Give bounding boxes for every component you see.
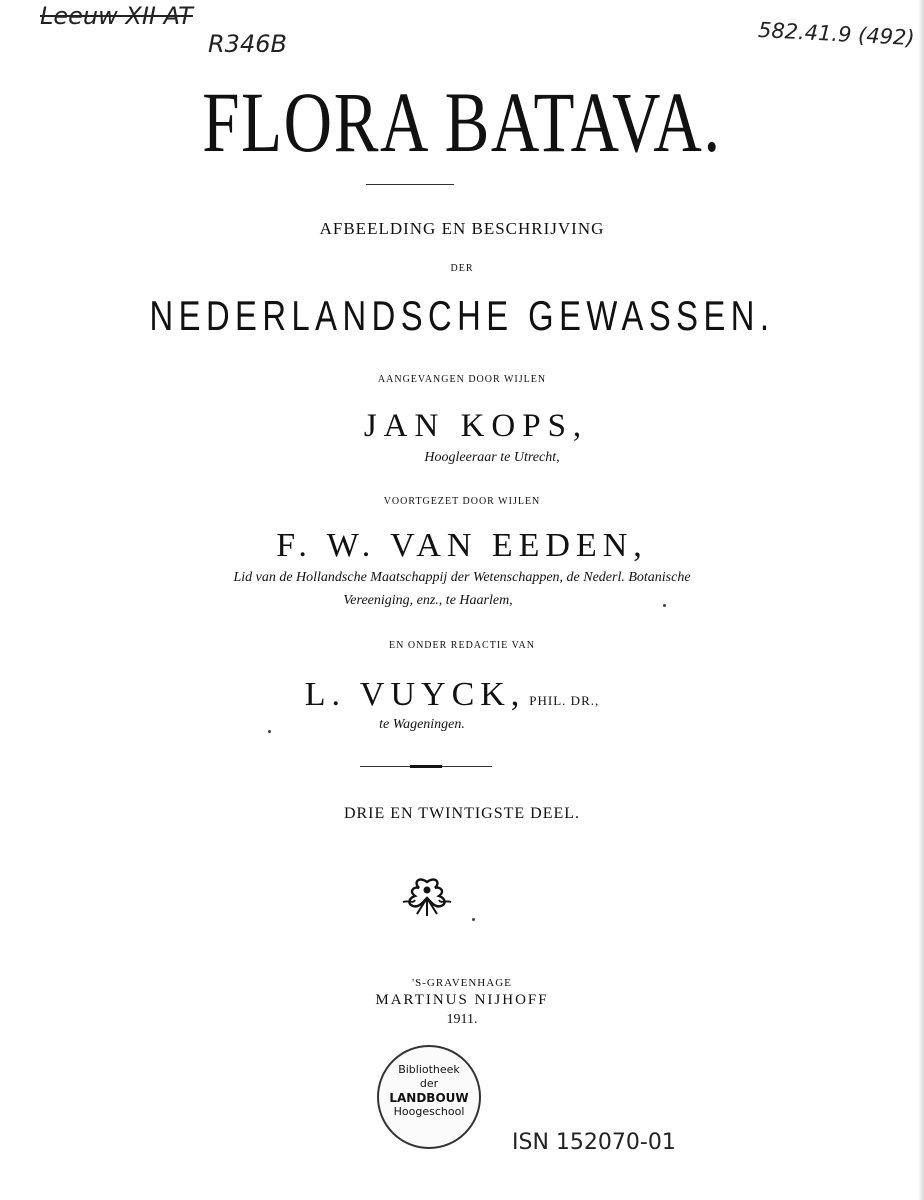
imprint-publisher: MARTINUS NIJHOFF (375, 992, 549, 1008)
ornament-icon (399, 876, 455, 920)
subtitle: AFBEELDING EN BESCHRIJVING (319, 219, 605, 238)
book-title: FLORA BATAVA. (202, 74, 722, 170)
imprint-year: 1911. (446, 1012, 478, 1027)
editor-title: PHIL. DR., (529, 693, 600, 708)
volume-label: DRIE EN TWINTIGSTE DEEL. (343, 805, 581, 822)
imprint-city: 'S-GRAVENHAGE (412, 977, 512, 989)
author-van-eeden-name: F. W. VAN EEDEN, (276, 527, 648, 564)
author-van-eeden-role-1: Lid van de Hollandsche Maatschappij der Wetenschappen, de Nederl. Botanische (233, 570, 691, 585)
author-kops-name: JAN KOPS, (363, 408, 589, 444)
edited-by-label: EN ONDER REDACTIE VAN (389, 640, 535, 651)
continued-by-label: VOORTGEZET DOOR WIJLEN (383, 496, 541, 507)
stamp-line-3: LANDBOUW (389, 1091, 469, 1105)
library-stamp (377, 1045, 481, 1149)
author-kops-role: Hoogleeraar te Utrecht, (424, 450, 560, 465)
accession-handwritten: ISN 152070-01 (512, 1130, 676, 1155)
editor-line (0, 676, 914, 714)
speck (663, 604, 666, 607)
volume-rule-center (410, 765, 442, 768)
speck (472, 918, 475, 921)
stamp-line-4: Hoogeschool (393, 1105, 465, 1118)
callnumber-handwritten: R346B (208, 30, 287, 58)
begun-by-label: AANGEVANGEN DOOR WIJLEN (377, 374, 547, 385)
editor-name: L. VUYCK, (304, 676, 526, 713)
title-rule (366, 184, 454, 185)
speck (268, 730, 271, 733)
volume-rule-left (360, 766, 410, 767)
shelfmark-handwritten: Leeuw XII AT (40, 2, 193, 30)
author-van-eeden-role-2: Vereeniging, enz., te Haarlem, (343, 593, 513, 608)
der-label: DER (450, 263, 474, 274)
volume-rule-right (442, 766, 492, 767)
classification-handwritten: 582.41.9 (492) (757, 17, 916, 51)
stamp-line-2: der (419, 1077, 439, 1090)
stamp-line-1: Bibliotheek (398, 1063, 460, 1076)
editor-place: te Wageningen. (379, 717, 465, 732)
main-heading: NEDERLANDSCHE GEWASSEN. (149, 292, 775, 339)
